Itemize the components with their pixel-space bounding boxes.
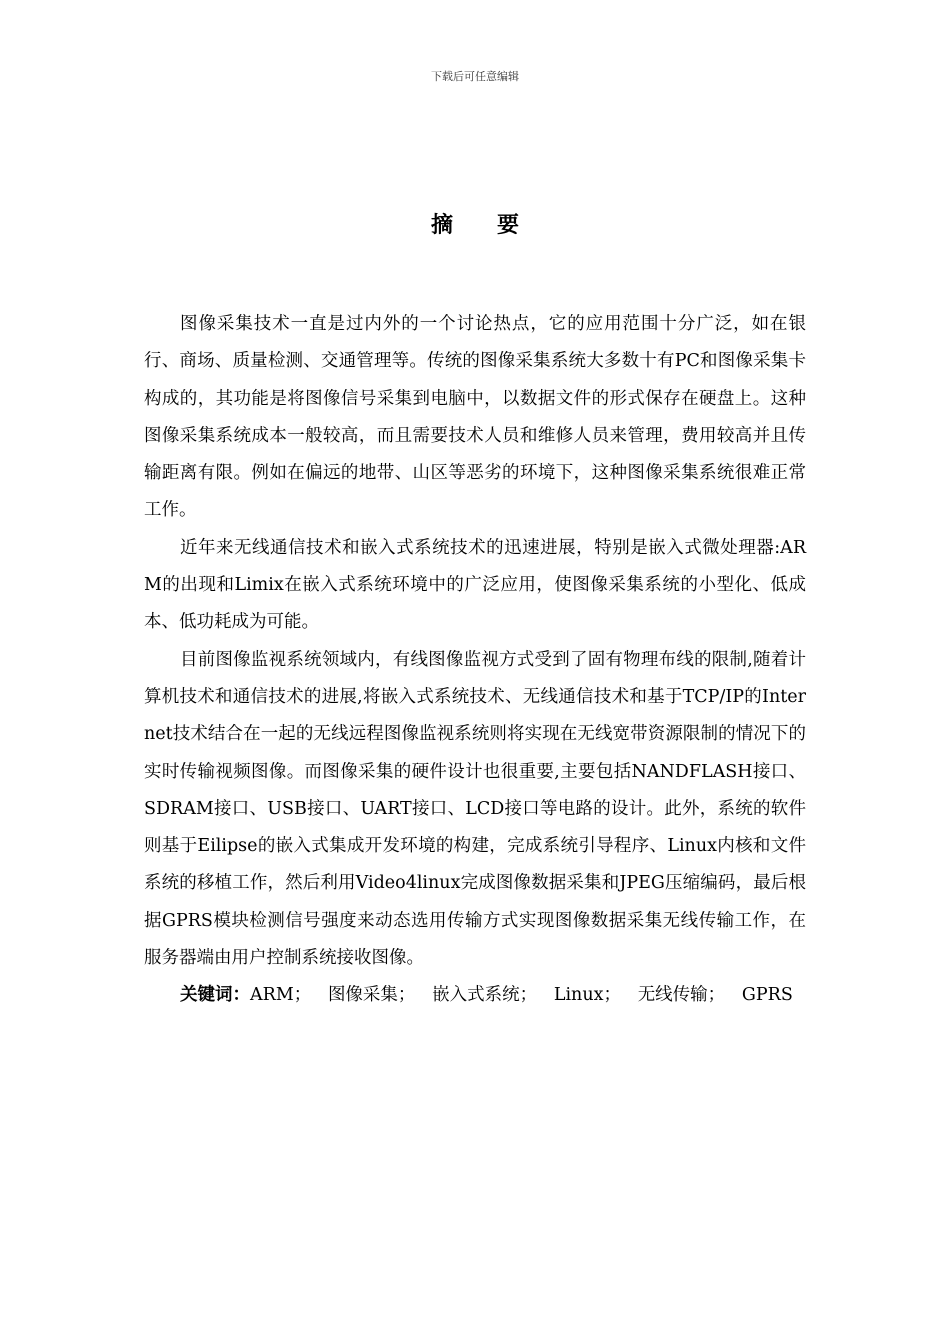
- keywords-label: 关键词：: [180, 985, 250, 1006]
- keywords-line: [144, 977, 806, 1014]
- keyword-item: 嵌入式系统；: [432, 985, 538, 1006]
- keyword-item: GPRS: [741, 985, 793, 1006]
- header-note: 下载后可任意编辑: [431, 70, 519, 83]
- keyword-item: 无线传输；: [637, 985, 726, 1006]
- title-char-1: 摘: [430, 213, 453, 238]
- abstract-title: [0, 208, 950, 239]
- keyword-item: Linux；: [553, 985, 621, 1006]
- keyword-item: ARM；: [250, 985, 312, 1006]
- title-char-2: 要: [497, 213, 520, 238]
- abstract-paragraph-3: 目前图像监视系统领域内，有线图像监视方式受到了固有物理布线的限制,随着计算机技术和通信技术的进展,将嵌入式系统技术、无线通信技术和基于TCP/IP的Internet技术结合在一起的无线远程图像监视系统则将实现在无线宽带资源限制的情况下的实时传输视频图像。而图像采集的硬件设计也很重要,主要包括NANDFLASH接口、SDRAM接口、USB接口、UART接口、LCD接口等电路的设计。此外，系统的软件则基于Eilipse的嵌入式集成开发环境的构建，完成系统引导程序、Linux内核和文件系统的移植工作，然后利用Video4linux完成图像数据采集和JPEG压缩编码，最后根据GPRS模块检测信号强度来动态选用传输方式实现图像数据采集无线传输工作，在服务器端由用户控制系统接收图像。: [144, 649, 806, 969]
- abstract-body: [144, 306, 806, 1015]
- abstract-paragraph-1: 图像采集技术一直是过内外的一个讨论热点，它的应用范围十分广泛，如在银行、商场、质量检测、交通管理等。传统的图像采集系统大多数十有PC和图像采集卡构成的，其功能是将图像信号采集到电脑中，以数据文件的形式保存在硬盘上。这种图像采集系统成本一般较高，而且需要技术人员和维修人员来管理，费用较高并且传输距离有限。例如在偏远的地带、山区等恶劣的环境下，这种图像采集系统很难正常工作。: [144, 314, 806, 521]
- abstract-paragraph-2: 近年来无线通信技术和嵌入式系统技术的迅速进展，特别是嵌入式微处理器:ARM的出现和Limix在嵌入式系统环境中的广泛应用，使图像采集系统的小型化、低成本、低功耗成为可能。: [144, 537, 806, 633]
- keyword-item: 图像采集；: [327, 985, 416, 1006]
